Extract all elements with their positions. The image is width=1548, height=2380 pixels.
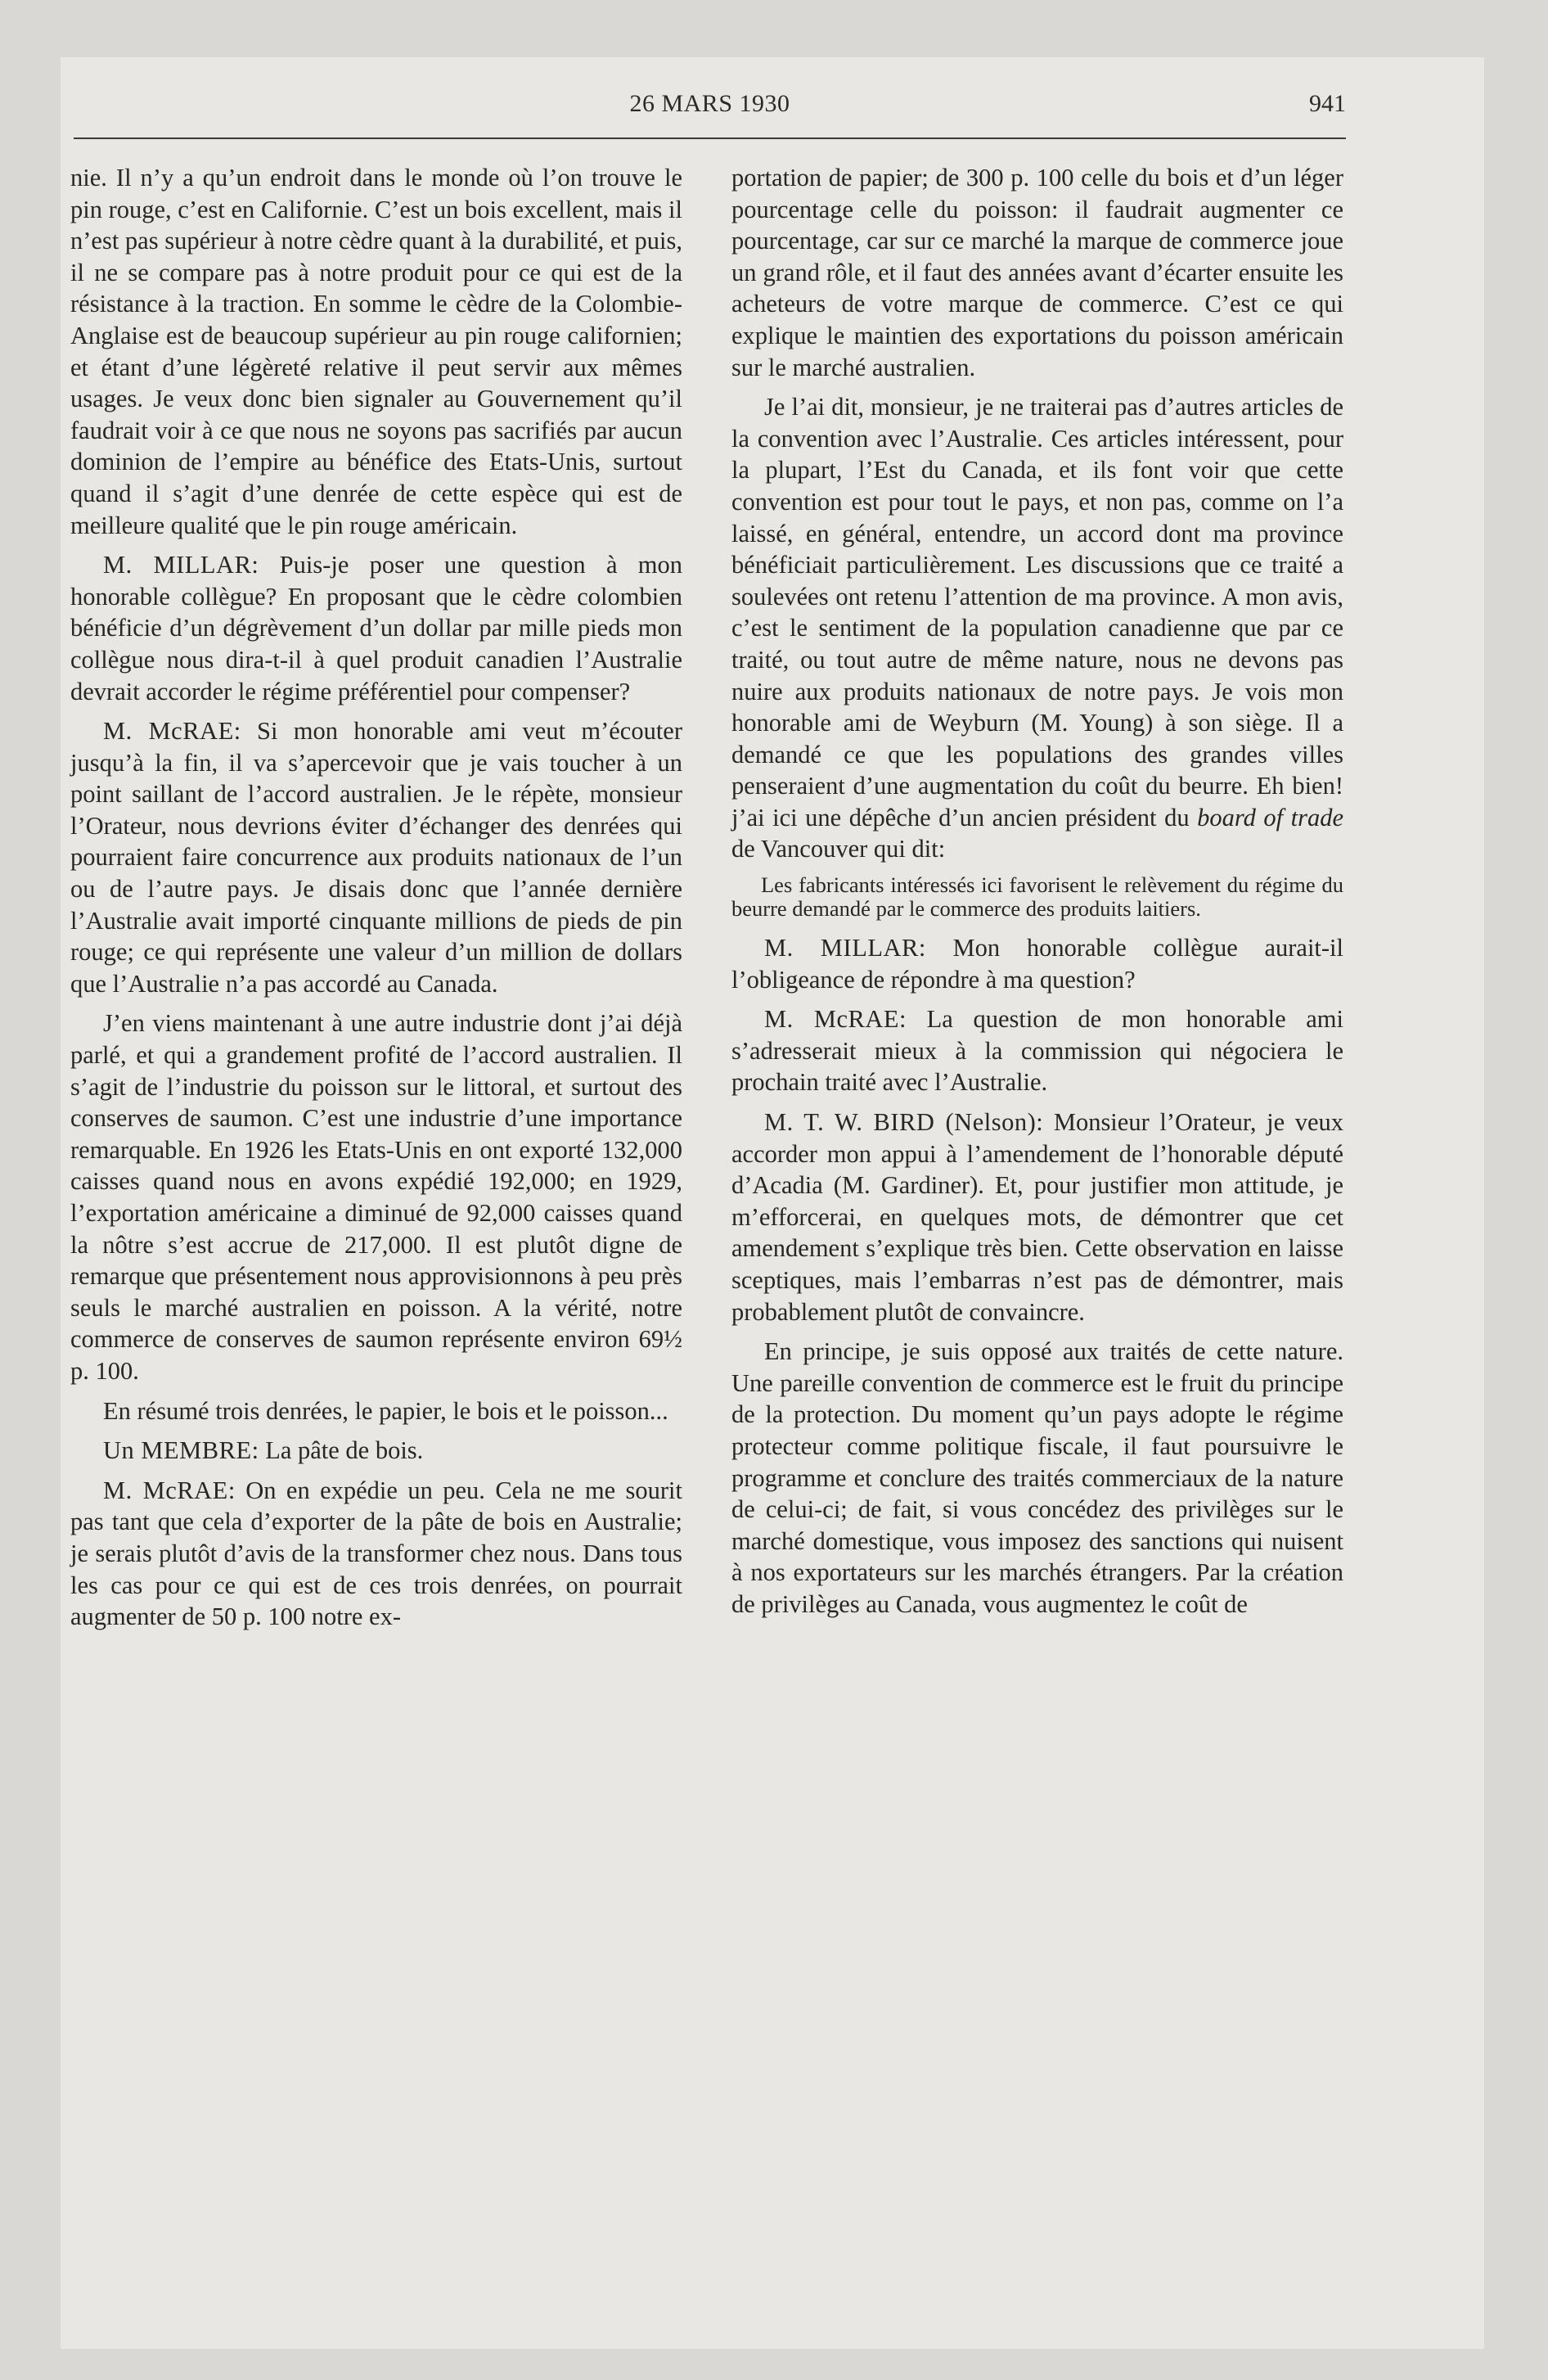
paragraph xyxy=(731,932,1343,995)
left-column xyxy=(70,162,682,1641)
header-rule xyxy=(74,137,1346,139)
italic-term: board of trade xyxy=(1197,803,1343,832)
speech-text: Je l’ai dit, monsieur, je ne traiterai pas d’autres articles de la convention avec l’Australie. Ces articles intéressent, pour la plupart, l’Est du Canada, et ils font voir que cette convention est pour tout le pays, et non pas, comme on l’a laissé, en général, entendre, un accord dont ma province bénéficiait particulièrement. Les discussions que ce traité a soulevées ont retenu l’attention de ma province. A mon avis, c’est le sentiment de la population canadienne que par ce traité, ou tout autre de même nature, nous ne devons pas nuire aux produits nationaux de notre pays. Je vois mon honorable ami de Weyburn (M. Young) à son siège. Il a demandé ce que les populations des grandes villes penseraient d’une augmentation du coût du beurre. Eh bien! j’ai ici une dépêche d’un ancien président du xyxy=(731,393,1343,832)
block-quote: Les fabricants intéressés ici favorisent le relèvement du régime du beurre demandé par le commerce des produits laitiers. xyxy=(731,872,1343,922)
paragraph xyxy=(731,391,1343,865)
paragraph xyxy=(70,549,682,707)
speech-text: de Vancouver qui dit: xyxy=(731,835,946,863)
speaker-name: M. MILLAR: xyxy=(764,934,926,962)
paragraph xyxy=(70,1435,682,1467)
paragraph xyxy=(731,1003,1343,1098)
speech-text: Monsieur l’Orateur, je veux accorder mon appui à l’amendement de l’honorable député d’Acadia (M. Gardiner). Et, pour justifier mon attitude, je m’efforcerai, en quelques mots, de démontrer que cet amendement s’explique très bien. Cette observation en laisse sceptiques, mais l’embarras n’est pas de démontrer, mais probablement plutôt de convaincre. xyxy=(731,1108,1343,1326)
header-date: 26 MARS 1930 xyxy=(629,90,790,117)
speaker-name: M. MILLAR: xyxy=(103,551,259,579)
paragraph xyxy=(70,1475,682,1633)
paragraph: En principe, je suis opposé aux traités de cette nature. Une pareille convention de commerce est le fruit du principe de la protection. Du moment qu’un pays adopte le régime protecteur comme politique fiscale, il faut poursuivre le programme et conclure des traités commerciaux de la nature de celui-ci; de fait, si vous concédez des privilèges sur le marché domestique, vous imposez des sanctions qui nuisent à nos exportateurs sur les marchés étrangers. Par la création de privilèges au Canada, vous augmentez le coût de xyxy=(731,1337,1343,1618)
speech-text: Puis-je poser une question à mon honorable collègue? En proposant que le cèdre colombien bénéficie d’un dégrèvement d’un dollar par mille pieds mon collègue nous dira-t-il à quel produit canadien l’Australie devrait accorder le régime préférentiel pour compenser? xyxy=(70,551,682,705)
speaker-name: M. McRAE: xyxy=(103,1476,236,1504)
speaker-name: Un MEMBRE: xyxy=(103,1436,259,1465)
speech-text: La question de mon honorable ami s’adresserait mieux à la commission qui négociera le prochain traité avec l’Australie. xyxy=(731,1005,1344,1097)
paragraph xyxy=(731,1107,1343,1327)
speech-text: Mon honorable collègue aurait-il l’obligeance de répondre à ma question? xyxy=(731,934,1344,994)
page-header xyxy=(74,90,1346,131)
speech-text: La pâte de bois. xyxy=(259,1436,424,1465)
paragraph: En résumé trois denrées, le papier, le bois et le poisson... xyxy=(103,1396,668,1425)
speaker-name: M. McRAE: xyxy=(764,1005,907,1034)
paragraph: J’en viens maintenant à une autre industrie dont j’ai déjà parlé, et qui a grandement profité de l’accord australien. Il s’agit de l’industrie du poisson sur le littoral, et surtout des conserves de saumon. C’est une industrie d’une importance remarquable. En 1926 les Etats-Unis en ont exporté 132,000 caisses quand nous en avons expédié 192,000; en 1929, l’exportation américaine a diminué de 92,000 caisses quand la nôtre s’est accrue de 217,000. Il est plutôt digne de remarque que présentement nous approvisionnons à peu près seuls le marché australien en poisson. A la vérité, notre commerce de conserves de saumon représente environ 69½ p. 100. xyxy=(70,1009,682,1385)
paragraph: nie. Il n’y a qu’un endroit dans le monde où l’on trouve le pin rouge, c’est en Californie. C’est un bois excellent, mais il n’est pas supérieur à notre cèdre quant à la durabilité, et puis, il ne se compare pas à notre produit pour ce qui est de la résistance à la traction. En somme le cèdre de la Colombie-Anglaise est de beaucoup supérieur au pin rouge californien; et étant d’une légèreté relative il peut servir aux mêmes usages. Je veux donc bien signaler au Gouvernement qu’il faudrait voir à ce que nous ne soyons pas sacrifiés par aucun dominion de l’empire au bénéfice des Etats-Unis, surtout quand il s’agit d’une denrée de cette espèce qui est de meilleure qualité que le pin rouge américain. xyxy=(70,164,682,539)
speaker-name: M. McRAE: xyxy=(103,717,241,746)
paragraph: portation de papier; de 300 p. 100 celle du bois et d’un léger pourcentage celle du poisson: il faudrait augmenter ce pourcentage, car sur ce marché la marque de commerce joue un grand rôle, et il faut des années avant d’écarter ensuite les acheteurs de votre marque de commerce. C’est ce qui explique le maintien des exportations du poisson américain sur le marché australien. xyxy=(731,164,1343,381)
speech-text: On en expédie un peu. Cela ne me sourit pas tant que cela d’exporter de la pâte de bois en Australie; je serais plutôt d’avis de la transformer chez nous. Dans tous les cas pour ce qui est de ces trois denrées, on pourrait augmenter de 50 p. 100 notre ex- xyxy=(70,1476,682,1631)
paragraph xyxy=(70,715,682,999)
right-column xyxy=(731,162,1343,1629)
speaker-name: M. T. W. BIRD (Nelson): xyxy=(764,1108,1044,1137)
speech-text: Si mon honorable ami veut m’écouter jusqu’à la fin, il va s’apercevoir que je vais toucher à un point saillant de l’accord australien. Je le répète, monsieur l’Orateur, nous devrions éviter d’échanger des denrées qui pourraient faire concurrence aux produits nationaux de l’un ou de l’autre pays. Je disais donc que l’année dernière l’Australie avait importé cinquante millions de pieds de pin rouge; ce qui représente une valeur d’un million de dollars que l’Australie n’a pas accordé au Canada. xyxy=(70,717,682,998)
page-number: 941 xyxy=(1309,90,1346,117)
